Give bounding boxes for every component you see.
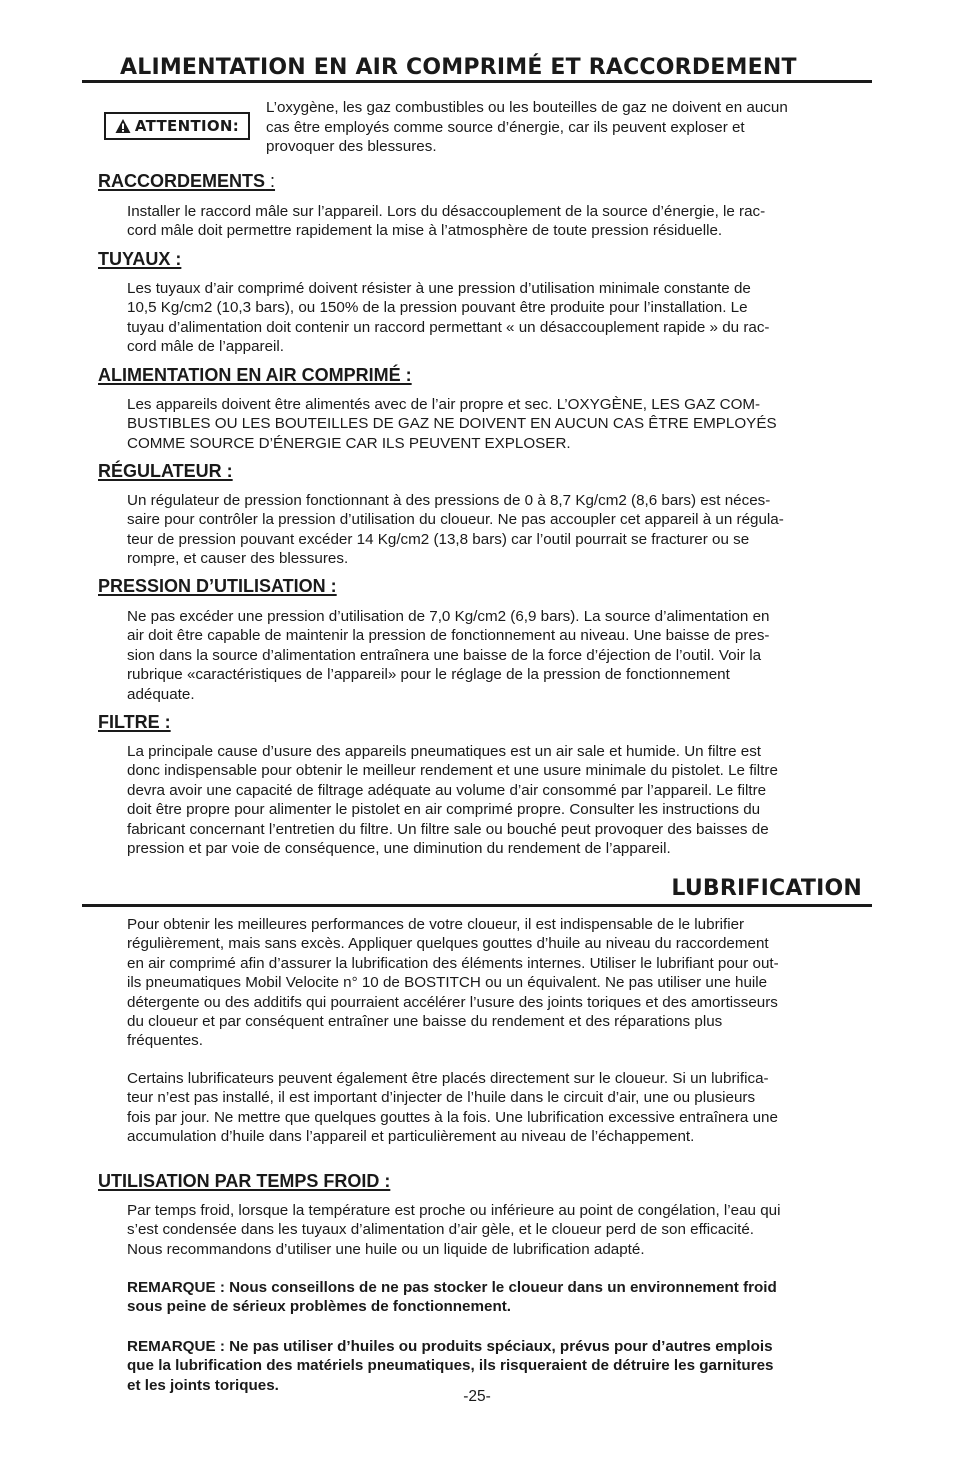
- paragraph-regulateur: [127, 491, 865, 569]
- text-line: cord mâle de l’appareil.: [127, 338, 285, 356]
- page-number: -25-: [463, 1388, 491, 1405]
- text-line: devra avoir une capacité de filtrage adéquate au volume d’air consommé par l’appareil. Le filtre: [127, 781, 767, 799]
- text-line: et les joints toriques.: [127, 1376, 279, 1394]
- heading-raccordements: [98, 171, 275, 192]
- text-line: fabricant concernant l’entretien du filtre. Un filtre sale ou bouché peut provoquer des baisses de: [127, 820, 769, 838]
- text-line: cord mâle doit permettre rapidement la mise à l’atmosphère de toute pression résiduelle.: [127, 222, 723, 240]
- text-line: accumulation d’huile dans l’appareil et particulièrement au niveau de l’échappement.: [127, 1128, 695, 1146]
- warning-triangle-icon: [115, 118, 131, 134]
- text-line: REMARQUE : Ne pas utiliser d’huiles ou produits spéciaux, prévus pour d’autres emplois: [127, 1338, 773, 1355]
- text-line: régulièrement, mais sans excès. Appliquer quelques gouttes d’huile au niveau du raccordement: [127, 935, 769, 953]
- text-line: COMME SOURCE D’ÉNERGIE CAR ILS PEUVENT EXPLOSER.: [127, 434, 571, 452]
- attention-badge: [104, 112, 250, 140]
- text-line: Les tuyaux d’air comprimé doivent résister à une pression d’utilisation minimale constante de: [127, 280, 751, 297]
- text-line: 10,5 Kg/cm2 (10,3 bars), ou 150% de la pression pouvant être produite pour l’installation. Le: [127, 299, 748, 317]
- text-line: Les appareils doivent être alimentés avec de l’air propre et sec. L’OXYGÈNE, LES GAZ COM-: [127, 396, 761, 413]
- text-line: que la lubrification des matériels pneumatiques, ils risqueraient de détruire les garnitures: [127, 1357, 774, 1375]
- text-line: Pour obtenir les meilleures performances de votre cloueur, il est indispensable de le lubrifier: [127, 916, 745, 933]
- text-line: fois par jour. Ne mettre que quelques gouttes à la fois. Une lubrification excessive entraînera une: [127, 1108, 778, 1126]
- text-line: Un régulateur de pression fonctionnant à des pressions de 0 à 8,7 Kg/cm2 (8,6 bars) est néces-: [127, 492, 771, 509]
- text-line: sion dans la source d’alimentation entraînera une baisse de la force d’éjection de l’outil. Voir la: [127, 646, 762, 664]
- paragraph-raccordements: [127, 202, 865, 241]
- text-line: teur n’est pas installé, il est important d’injecter de l’huile dans le circuit d’air, une ou plusieurs: [127, 1089, 756, 1107]
- text-line: du cloueur et par conséquent entraîner une baisse du rendement et des réparations plus: [127, 1013, 723, 1031]
- text-line: teur de pression pouvant excéder 14 Kg/cm2 (13,8 bars) car l’outil pourrait se fracturer ou se: [127, 530, 750, 548]
- paragraph-filtre: [127, 742, 865, 858]
- text-line: pression et par voie de conséquence, une diminution du rendement de l’appareil.: [127, 840, 671, 858]
- heading-suffix: :: [265, 171, 276, 191]
- heading-regulateur: RÉGULATEUR :: [98, 461, 233, 481]
- heading-filtre: FILTRE :: [98, 712, 171, 732]
- text-line: fréquentes.: [127, 1032, 203, 1050]
- paragraph-tuyaux: [127, 279, 865, 357]
- heading-pression-utilisation: PRESSION D’UTILISATION :: [98, 576, 337, 596]
- text-line: Installer le raccord mâle sur l’appareil. Lors du désaccouplement de la source d’énergie, le rac-: [127, 203, 766, 220]
- text-line: Ne pas excéder une pression d’utilisation de 7,0 Kg/cm2 (6,9 bars). La source d’alimentation en: [127, 608, 770, 625]
- text-line: sous peine de sérieux problèmes de fonctionnement.: [127, 1298, 511, 1316]
- attention-message: [266, 98, 866, 157]
- text-line: donc indispensable pour obtenir le meilleur rendement et une usure minimale du pistolet. Le filtre: [127, 762, 778, 780]
- text-line: Nous recommandons d’utiliser une huile ou un liquide de lubrification adapté.: [127, 1240, 645, 1258]
- text-line: Certains lubrificateurs peuvent également être placés directement sur le cloueur. Si un lubrifica-: [127, 1070, 769, 1087]
- section-title-alimentation-raccordement: ALIMENTATION EN AIR COMPRIMÉ ET RACCORDEMENT: [120, 55, 797, 80]
- text-line: rubrique «caractéristiques de l’appareil» pour le réglage de la pression de fonctionnement: [127, 666, 730, 684]
- text-line: détergente ou des additifs qui pourraient accélérer l’usure des joints toriques et des amortisseurs: [127, 993, 778, 1011]
- heading-tuyaux: TUYAUX :: [98, 249, 182, 269]
- text-line: La principale cause d’usure des appareils pneumatiques est un air sale et humide. Un filtre est: [127, 743, 762, 760]
- text-line: saire pour contrôler la pression d’utilisation du cloueur. Ne pas accoupler cet appareil à un régula-: [127, 511, 784, 529]
- attention-line: provoquer des blessures.: [266, 138, 437, 156]
- paragraph-pression-utilisation: [127, 607, 865, 704]
- text-line: tuyau d’alimentation doit contenir un raccord permettant « un désaccouplement rapide » du rac-: [127, 318, 770, 336]
- text-line: BUSTIBLES OU LES BOUTEILLES DE GAZ NE DOIVENT EN AUCUN CAS ÊTRE EMPLOYÉS: [127, 415, 777, 433]
- section-title-lubrification: LUBRIFICATION: [671, 876, 862, 901]
- text-line: en air comprimé afin d’assurer la lubrification des éléments internes. Utiliser le lubrifiant pour out-: [127, 954, 779, 972]
- remarque-huiles-speciales: [127, 1337, 865, 1395]
- attention-line: L’oxygène, les gaz combustibles ou les bouteilles de gaz ne doivent en aucun: [266, 99, 788, 116]
- lubrification-rule: [82, 904, 872, 907]
- text-line: s’est condensée dans les tuyaux d’alimentation d’air gèle, et le cloueur perd de son efficacité.: [127, 1221, 755, 1239]
- text-line: rompre, et causer des blessures.: [127, 550, 349, 568]
- paragraph-temps-froid: [127, 1201, 865, 1259]
- heading-temps-froid: UTILISATION PAR TEMPS FROID :: [98, 1171, 391, 1191]
- paragraph-alimentation-air: [127, 395, 865, 453]
- remarque-stockage-froid: [127, 1278, 865, 1317]
- heading-alimentation-air: ALIMENTATION EN AIR COMPRIMÉ :: [98, 365, 412, 385]
- text-line: adéquate.: [127, 685, 195, 703]
- text-line: ils pneumatiques Mobil Velocite n° 10 de BOSTITCH ou un équivalent. Ne pas utiliser une huile: [127, 974, 768, 992]
- attention-line: cas être employés comme source d’énergie, car ils peuvent exploser et: [266, 118, 745, 136]
- paragraph-lubrification-1: [127, 915, 865, 1051]
- text-line: doit être propre pour alimenter le pistolet en air comprimé propre. Consulter les instructions du: [127, 801, 761, 819]
- text-line: REMARQUE : Nous conseillons de ne pas stocker le cloueur dans un environnement froid: [127, 1279, 777, 1296]
- paragraph-lubrification-2: [127, 1069, 865, 1147]
- title-rule: [82, 80, 872, 83]
- text-line: Par temps froid, lorsque la température est proche ou inférieure au point de congélation, l’eau qui: [127, 1202, 781, 1219]
- text-line: air doit être capable de maintenir la pression de fonctionnement au niveau. Une baisse de pres-: [127, 627, 770, 645]
- heading-text: RACCORDEMENTS: [98, 171, 266, 191]
- attention-label: ATTENTION:: [134, 117, 240, 135]
